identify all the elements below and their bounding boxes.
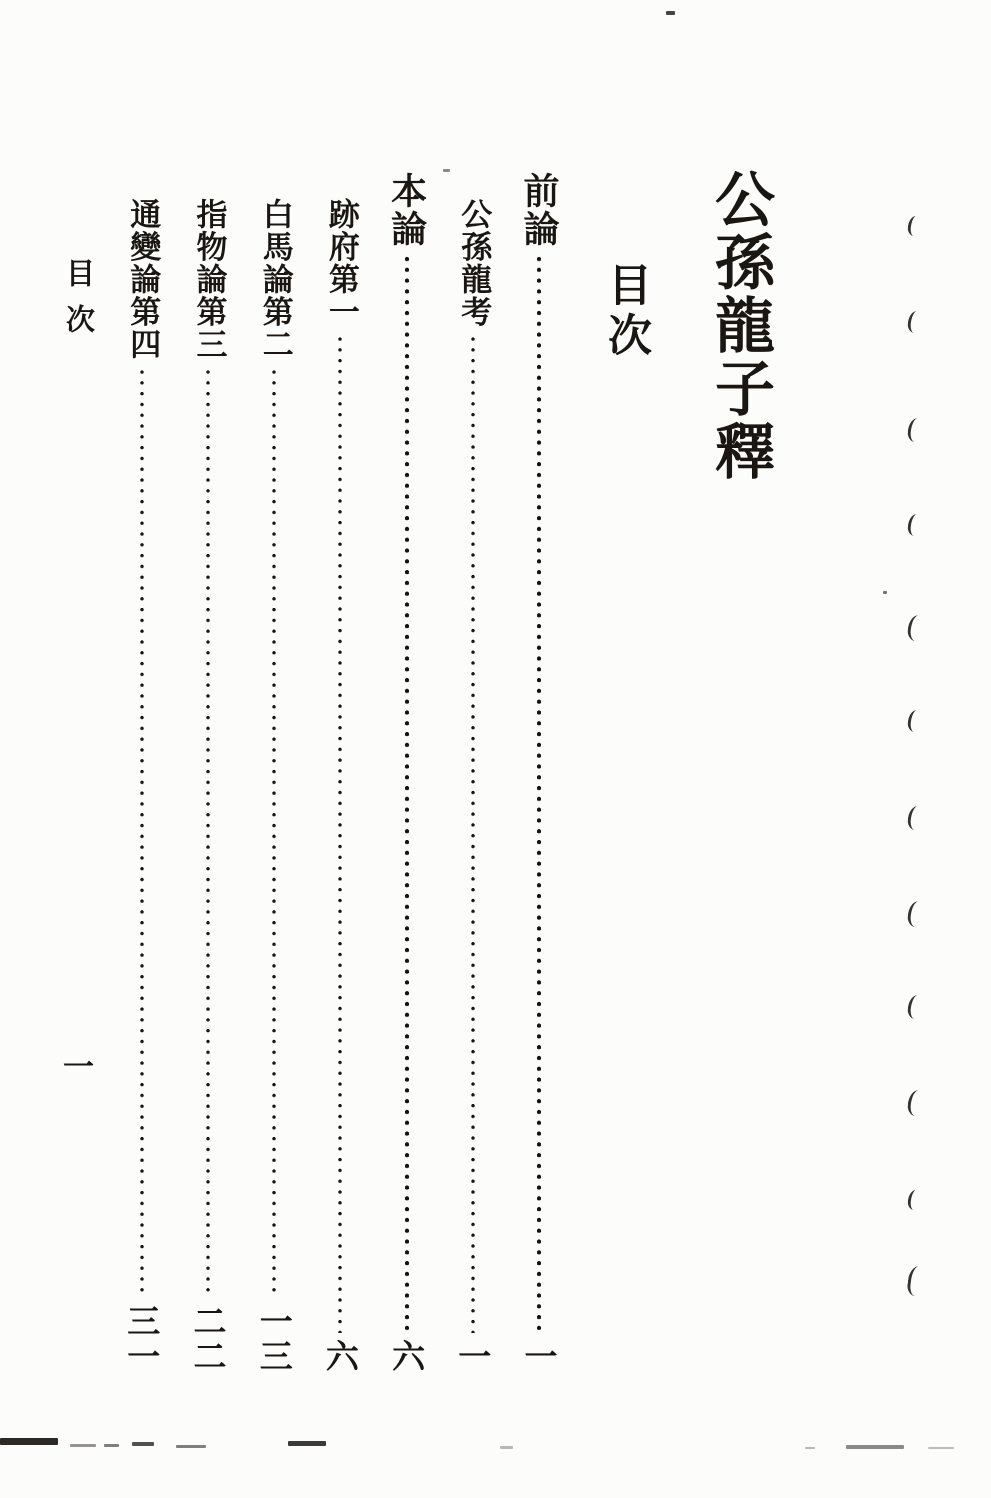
book-title: 公孫龍子釋	[705, 168, 775, 483]
bleed-mark	[906, 1265, 922, 1296]
toc-entry-page: 六	[387, 1339, 427, 1374]
toc-leader-dots	[269, 368, 279, 1299]
toc-entry-page: 二二	[188, 1304, 228, 1374]
toc-leader-dots	[402, 255, 412, 1333]
toc-entry-label: 通變論第四	[124, 198, 161, 361]
toc-entry-label: 指物論第三	[190, 198, 227, 361]
toc-entry-page: 一	[519, 1339, 559, 1374]
toc-entry-label: 前論	[518, 172, 560, 248]
scan-speck	[443, 169, 450, 172]
scan-speck	[500, 1446, 513, 1449]
toc-entry-label: 本論	[385, 172, 428, 248]
toc-leader-dots	[335, 335, 345, 1333]
scan-speck	[176, 1445, 206, 1448]
toc-entry-label: 白馬論第二	[256, 198, 293, 361]
scan-speck	[666, 11, 675, 15]
toc-entry-page: 一三	[254, 1304, 294, 1374]
toc-entry	[383, 172, 431, 1374]
toc-leader-dots	[203, 368, 213, 1299]
scan-speck	[883, 591, 887, 594]
toc-entry-page: 三一	[122, 1304, 162, 1374]
scan-speck	[928, 1447, 954, 1449]
bleed-mark	[906, 614, 921, 641]
toc-entry-label: 公孫龍考	[455, 198, 492, 328]
scan-speck	[846, 1445, 904, 1449]
scan-speck	[805, 1447, 815, 1449]
bleed-mark	[907, 1189, 921, 1210]
toc-entry	[250, 198, 298, 1374]
toc-entry	[515, 172, 563, 1374]
scan-speck	[0, 1438, 58, 1445]
bleed-mark	[907, 215, 921, 236]
scan-speck	[104, 1444, 119, 1447]
toc-entry	[118, 198, 166, 1374]
toc-entry-page: 六	[320, 1339, 360, 1374]
toc-entry	[449, 198, 497, 1374]
toc-leader-dots	[468, 335, 478, 1333]
toc-entry	[184, 198, 232, 1374]
bleed-mark	[907, 994, 922, 1019]
scan-speck	[132, 1442, 154, 1446]
toc-entry-page: 一	[453, 1339, 493, 1374]
toc-leader-dots	[534, 255, 544, 1333]
bleed-mark	[907, 805, 922, 830]
toc-entry-label: 跡府第一	[322, 198, 359, 328]
scan-speck	[70, 1444, 96, 1447]
margin-section-label: 目次	[62, 258, 96, 350]
margin-page-number: 一	[57, 1050, 93, 1081]
bleed-mark	[907, 417, 922, 442]
scan-speck	[288, 1441, 326, 1446]
toc-leader-dots	[137, 368, 147, 1299]
bleed-mark	[907, 513, 922, 536]
bleed-mark	[907, 709, 922, 732]
toc-entry	[316, 198, 364, 1374]
bleed-mark	[907, 310, 922, 333]
toc-heading: 目次	[600, 262, 651, 362]
bleed-mark	[906, 1089, 921, 1116]
bleed-mark	[906, 900, 921, 927]
